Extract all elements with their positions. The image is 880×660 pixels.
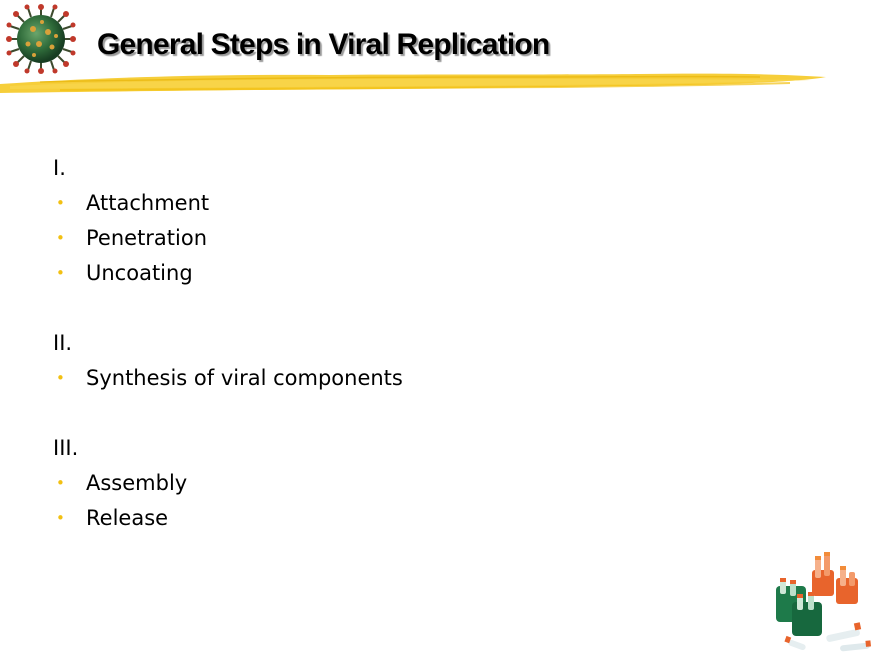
list-item-label: Penetration bbox=[86, 226, 208, 250]
bullet-icon: • bbox=[56, 229, 65, 247]
bullet-icon: • bbox=[56, 194, 65, 212]
title-underline-stroke bbox=[0, 62, 830, 102]
list-item-label: Release bbox=[86, 506, 169, 530]
list-item bbox=[53, 221, 753, 256]
list-item bbox=[53, 501, 753, 536]
list-item-label: Attachment bbox=[86, 191, 210, 215]
section-items bbox=[53, 361, 753, 396]
section-items bbox=[53, 466, 753, 536]
section-items bbox=[53, 186, 753, 291]
list-item bbox=[53, 256, 753, 291]
slide-title: General Steps in Viral Replication bbox=[97, 28, 550, 61]
section-1 bbox=[53, 150, 753, 291]
bullet-icon: • bbox=[56, 509, 65, 527]
section-number: II. bbox=[53, 331, 73, 355]
list-item-label: Uncoating bbox=[86, 261, 193, 285]
list-item-label: Synthesis of viral components bbox=[86, 366, 403, 390]
bullet-icon: • bbox=[56, 474, 65, 492]
test-tubes-icon bbox=[770, 552, 875, 657]
section-number: III. bbox=[53, 436, 79, 460]
section-3 bbox=[53, 430, 753, 536]
list-item bbox=[53, 186, 753, 221]
bullet-icon: • bbox=[56, 369, 65, 387]
steps-outline bbox=[53, 150, 753, 570]
list-item bbox=[53, 361, 753, 396]
list-item-label: Assembly bbox=[86, 471, 188, 495]
list-item bbox=[53, 466, 753, 501]
section-number: I. bbox=[53, 156, 66, 180]
bullet-icon: • bbox=[56, 264, 65, 282]
section-2 bbox=[53, 325, 753, 396]
